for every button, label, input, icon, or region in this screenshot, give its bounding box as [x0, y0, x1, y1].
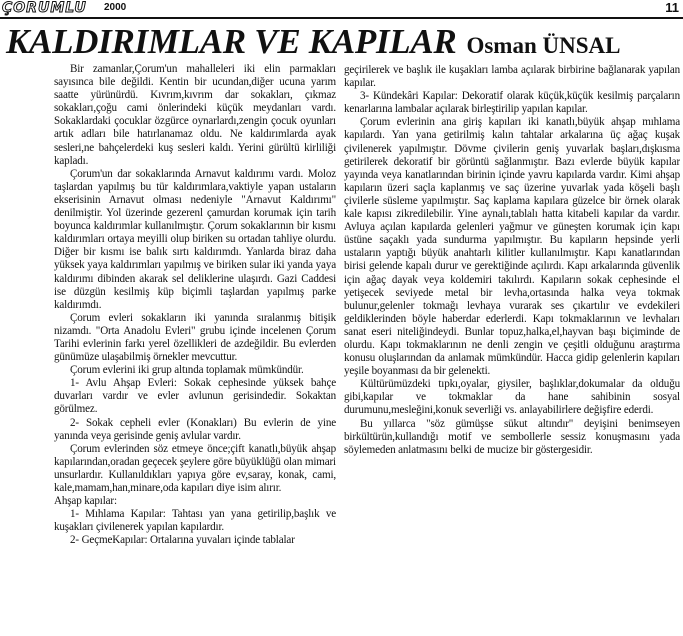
paragraph: Kültürümüzdeki tıpkı,oyalar, giysiler, başlıklar,dokumalar da olduğu gibi,kapılar ve tokmaklar da hane sahibinin sosyal durumunu,mesleğini,konuk severliği vs. anlayabilirlere değişfire ederdi. — [344, 378, 680, 417]
paragraph: Çorum evlerini iki grup altında toplamak mümkündür. — [70, 364, 304, 377]
left-column — [54, 63, 336, 635]
page-number: 11 — [665, 0, 679, 15]
header-year: 2000 — [104, 2, 127, 13]
right-column — [344, 64, 680, 636]
newspaper-logo: ÇORUMLU — [2, 0, 87, 16]
paragraph: 3- Kündekâri Kapılar: Dekoratif olarak küçük,küçük kesilmiş parçaların kenarlarına lambalar açılarak birleştirilip yapılan kapılar. — [344, 90, 680, 116]
paragraph: Bir zamanlar,Çorum'un mahalleleri iki elin parmakları sayısınca bile değildi. Kentin bir ucundan,diğer ucuna yarım saatte yürünürdü. Kıvrım,kıvrım dar sokakları, çıkmaz sokakları,çoğu cami önlerindeki küçük meydanları vardı. Sokaklardaki çocuklar özgürce oynarlardı,zengin çocuk oyunları artık adları bile hatırlanamaz oldu. Ne kaldırımlarda ayak sesleri,ne bahçelerdeki kuş sesleri kaldı. Yerini gürültü kirliliği kapladı. — [54, 63, 336, 167]
paragraph: Bu yıllarca "söz gümüşse sükut altındır" deyişini benimseyen birkültürün,kullandığı motif ve sembollerle sessiz konuşmasını yada söylemeden anlatmasını belki de mucize bir göstergesidir. — [344, 417, 680, 456]
paragraph: 2- GeçmeKapılar: Ortalarına yuvaları içinde tablalar — [70, 534, 295, 547]
page-header — [0, 0, 683, 18]
paragraph: Çorum evlerinin ana giriş kapıları iki kanatlı,büyük ahşap mıhlama kapılardı. Yan yana getirilmiş kalın tahtalar arkalarına üç ağaç kuşak çivilenerek yapılmıştır. Dövme çivilerin geniş yuvarlak başları,dışkısma getirilerek dekoratif bir görüntü sağlanmıştır. Bazı evlerde büyük kapılar yayında veya kanatlarından birinin içinde yavru kapılarda vardır. Kimi ahşap kapıların üzeri saçla kaplanmış ve saç üzerine yuvarlak yada köşeli başlı çivilerle süsleme yapılmıştır. Saç kaplama kapılara güzelce bir örnek olarak kale kapısı zikredilebilir. Yine aynalı,tablalı hatta kitabeli kapılar da vardır. Avluya açılan kapılarda gelenleri yağmur ve güneşten korumak için kapı üstüne saçaklı yada sundurma yapılmıştır. Bu kapıların hepsinde yerli ustaların yaptığı büyük anahtarlı kilitler kullanılmıştır. Kapı kanatlarından birisi gelende kapalı durur ve gerektiğinde açılırdı. Kapı arkalarında güvenlik için ağaç dayak veya koldemiri takılırdı. Kapıların sokak cephesinde el yetişecek seviyede metal bir levha,ortasında halka veya tokmak bulunur,gelenler tokmağı levhaya vurarak ses çıkartılır ve evdekileri geldiklerinden böyle haberdar ederlerdi. Kapı tokmaklarının ve levhaları sanat eseri niteliğindeydi. Bunlar topuz,halka,el,hayvan başı biçiminde de olurdu. Kapı tokmaklarının ne denli zengin ve çeşitli olduğunu araştırma konusu oluşlarından da anlamak mümkündür. Hacca gidip gelenlerin kapıları yeşile boyanması da bir gelenekti. — [344, 116, 680, 378]
paragraph: Çorum'un dar sokaklarında Arnavut kaldırımı vardı. Moloz taşlardan yapılmış bu tür kaldırımlara,vaktiyle yapan ustaların ekserisinin Arnavut olması nedeniyle "Arnavut Kaldırımı" denilmiştir. Yol üzerinde gezerenl çamurdan korumak için tarih boyunca kaldırımlar kullanılmıştır. Çorum sokaklarının bir kısmı kaldırımları ortaya meyilli olup biriken su ortadan tahliye olurdu. Diğer bir kısmı ise balık sırtı kaldırımdı. Yanlarda biraz daha yüksek yaya kaldırımları yapılmış ve biriken sular iki yanda yaya kaldırımı dibinden akarak sel deliklerine ulaşırdı. Gazi Caddesi ise düzgün kesilmiş küp biçimli taşlardan yapılmış parke kaldırımdı. — [54, 167, 336, 311]
paragraph: Çorum evleri sokakların iki yanında sıralanmış bitişik nizamdı. "Orta Anadolu Evleri" grubu içinde incelenen Çorum Tarihi evlerinin farkı yerel özellikleri de azdeğildir. Bu evlerden günümüze ulaşabilmiş örnekler mevcuttur. — [54, 311, 336, 364]
paragraph: 1- Mıhlama Kapılar: Tahtası yan yana getirilip,başlık ve kuşakları çivilenerek yapılan kapılardır. — [54, 508, 336, 534]
article-heading — [6, 22, 680, 62]
subheading: Ahşap kapılar: — [54, 495, 117, 508]
article-author: Osman ÜNSAL — [466, 33, 621, 58]
article-title: KALDIRIMLAR VE KAPILAR — [6, 22, 457, 61]
header-rule — [0, 17, 683, 19]
paragraph: 1- Avlu Ahşap Evleri: Sokak cephesinde yüksek bahçe duvarları vardır ve evler avlunun gerisindedir. Sokaktan görülmez. — [54, 377, 336, 416]
paragraph: Çorum evlerinden söz etmeye önce;çift kanatlı,büyük ahşap kapılarından,oradan geçecek şeylere göre büyüklüğü olan mimari unsurlardır. Kullanıldıkları yapıya göre ev,saray, konak, cami, kale,mamam,han,minare,oda kapıları diye isim alırır. — [54, 442, 336, 494]
paragraph: 2- Sokak cepheli evler (Konakları) Bu evlerin de yine yanında veya gerisinde geniş avlular vardır. — [54, 416, 336, 442]
paragraph: geçirilerek ve başlık ile kuşakları lamba açılarak birbirine bağlanarak yapılan kapılar. — [344, 64, 680, 90]
